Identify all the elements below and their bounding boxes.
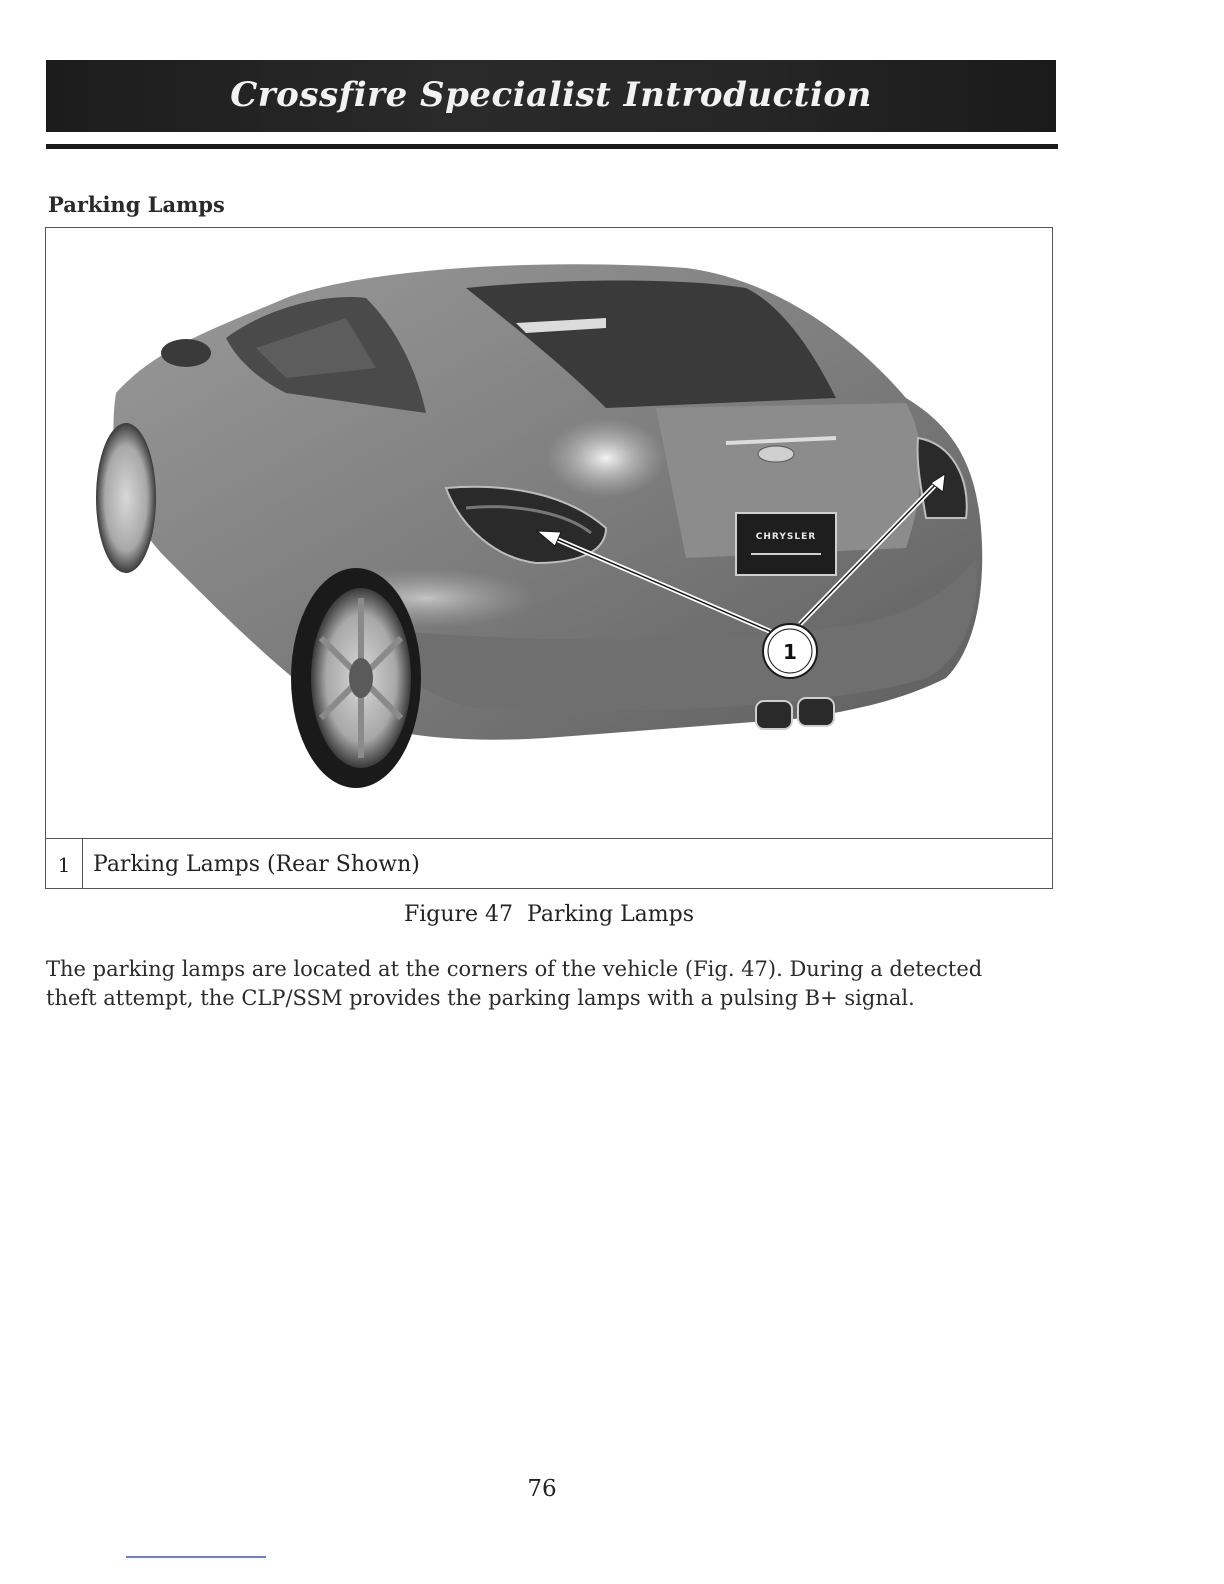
legend-number: 1	[46, 839, 83, 889]
page-title: Crossfire Specialist Introduction	[230, 75, 872, 115]
section-heading: Parking Lamps	[48, 192, 225, 217]
figure-caption: Figure 47 Parking Lamps	[403, 902, 695, 927]
legend-description: Parking Lamps (Rear Shown)	[93, 852, 420, 877]
brand-emblem	[758, 446, 794, 462]
license-plate-text: CHRYSLER	[755, 532, 817, 542]
callout-number: 1	[783, 640, 797, 664]
exhaust-left	[756, 701, 792, 729]
header-divider	[46, 144, 1058, 149]
page-number: 76	[527, 1476, 557, 1502]
figure-frame	[45, 227, 1053, 889]
header-banner	[46, 60, 1056, 132]
side-mirror	[161, 339, 211, 367]
footer-divider	[126, 1556, 266, 1558]
front-wheel	[96, 423, 156, 573]
exhaust-right	[798, 698, 834, 726]
figure-legend-row	[46, 838, 1052, 889]
car-rear-illustration	[46, 228, 1052, 838]
body-paragraph: The parking lamps are located at the corners of the vehicle (Fig. 47). During a detected theft attempt, the CLP/SSM provides the parking lamps with a pulsing B+ signal.	[46, 957, 983, 1010]
license-plate	[736, 513, 836, 575]
